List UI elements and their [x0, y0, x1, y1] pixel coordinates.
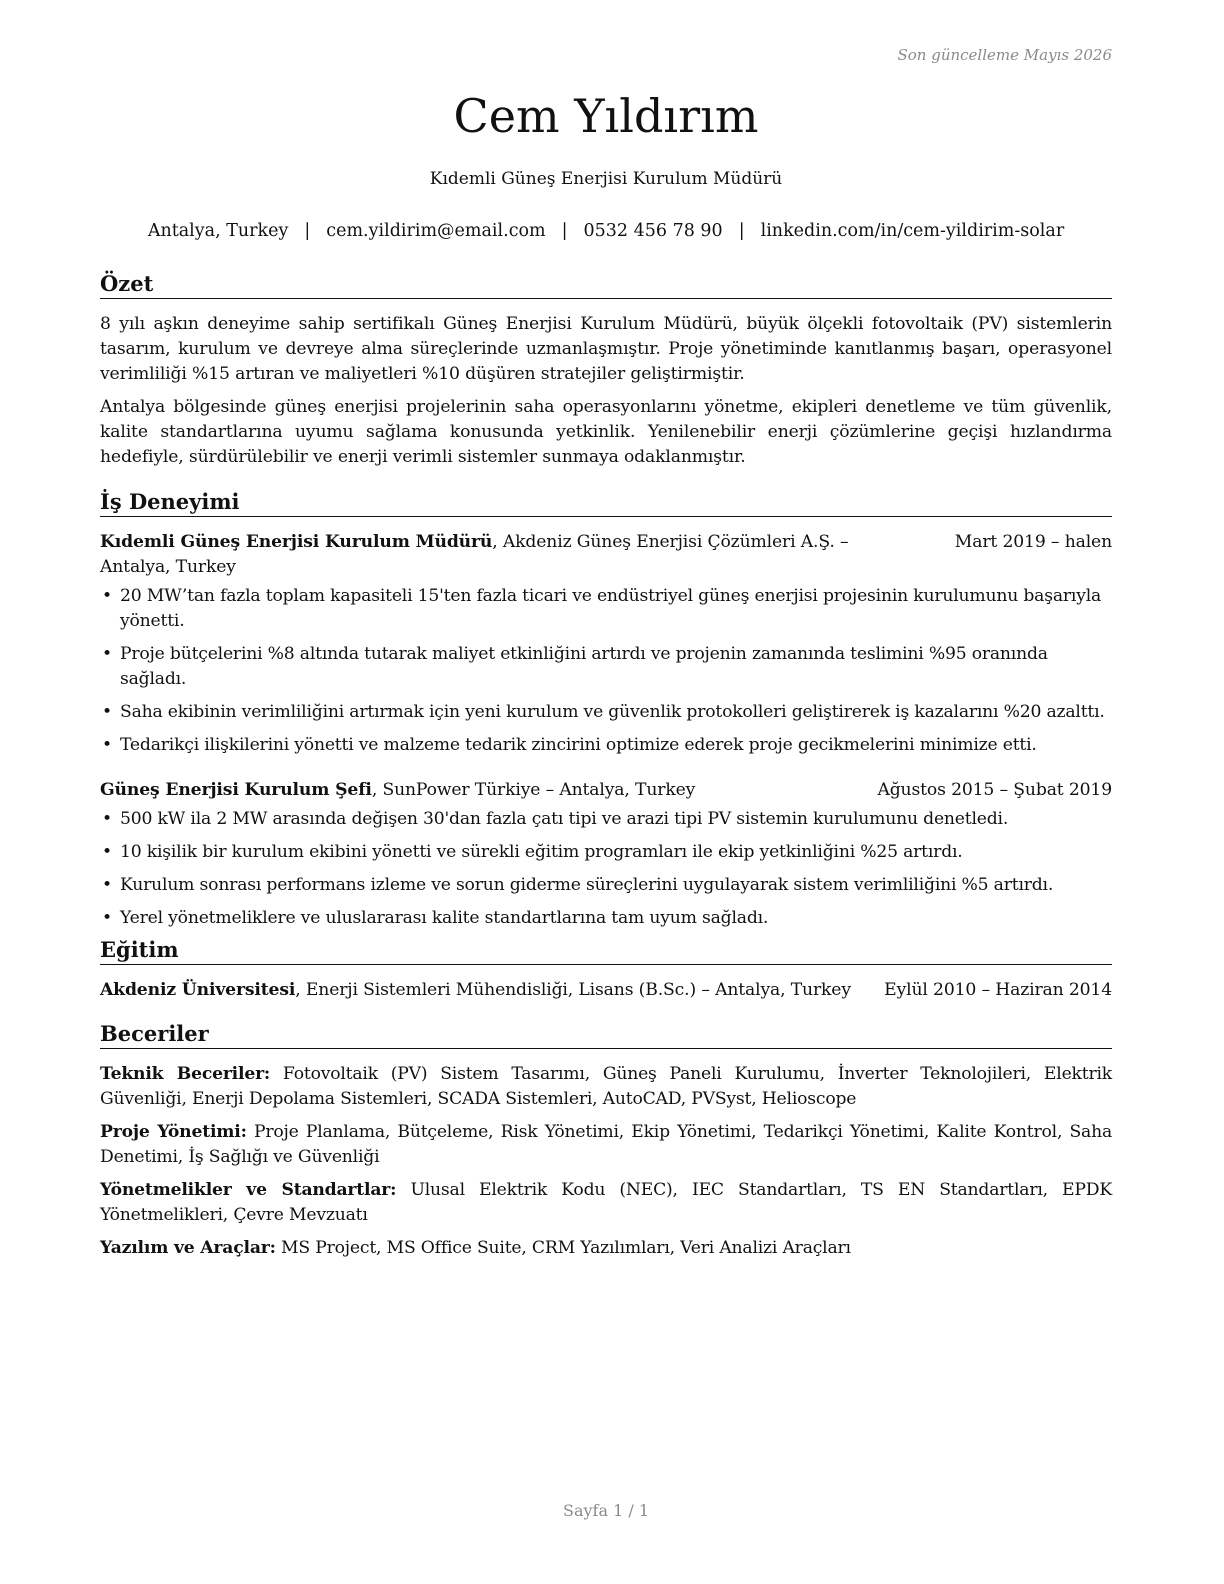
job-location: Antalya, Turkey: [100, 557, 236, 577]
job-bullets: [100, 807, 1112, 931]
list-item: • 10 kişilik bir kurulum ekibini yönetti ve sürekli eğitim programları ile ekip yetkinliğini %25 artırdı.: [102, 842, 963, 862]
job-company: , Akdeniz Güneş Enerjisi Çözümleri A.Ş. –: [492, 532, 849, 552]
skill-label: Yönetmelikler ve Standartlar:: [100, 1180, 397, 1200]
skill-group: [100, 1120, 1112, 1170]
job-entry: [100, 778, 1112, 931]
contact-linkedin[interactable]: linkedin.com/in/cem-yildirim-solar: [760, 221, 1065, 241]
skill-group: [100, 1062, 1112, 1112]
skill-label: Proje Yönetimi:: [100, 1122, 247, 1142]
skill-label: Teknik Beceriler:: [100, 1064, 271, 1084]
list-item: • Tedarikçi ilişkilerini yönetti ve malzeme tedarik zincirini optimize ederek proje gecikmelerini minimize etti.: [102, 735, 1037, 755]
education-dates: Eylül 2010 – Haziran 2014: [884, 980, 1112, 1000]
summary-paragraph: 8 yılı aşkın deneyime sahip sertifikalı Güneş Enerjisi Kurulum Müdürü, büyük ölçekli fotovoltaik (PV) sistemlerin tasarım, kurulum ve devreye alma süreçlerinde uzmanlaşmıştır. Proje yönetiminde kanıtlanmış başarı, operasyonel verimliliği %15 artıran ve maliyetleri %10 düşüren stratejiler geliştirmiştir.: [100, 314, 1112, 384]
job-bullets: [100, 584, 1112, 758]
job-role: Güneş Enerjisi Kurulum Şefi: [100, 780, 372, 800]
summary-section: [100, 271, 1112, 478]
contact-location: Antalya, Turkey: [147, 221, 289, 241]
candidate-title: Kıdemli Güneş Enerjisi Kurulum Müdürü: [429, 169, 783, 189]
list-item: • Kurulum sonrası performans izleme ve sorun giderme süreçlerini uygulayarak sistem verimliliğini %5 artırdı.: [102, 875, 1054, 895]
section-heading-summary: Özet: [100, 271, 1112, 299]
section-heading-education: Eğitim: [100, 937, 1112, 965]
school-name: Akdeniz Üniversitesi: [100, 980, 296, 1000]
page-number: Sayfa 1 / 1: [562, 1501, 649, 1520]
skill-text: Fotovoltaik (PV) Sistem Tasarımı, Güneş Paneli Kurulumu, İnverter Teknolojileri, Elektrik Güvenliği, Enerji Depolama Sistemleri, SCADA Sistemleri, AutoCAD, PVSyst, Helioscope: [100, 1064, 1112, 1109]
section-heading-skills: Beceriler: [100, 1021, 1112, 1049]
candidate-name: Cem Yıldırım: [453, 89, 759, 143]
education-entry: [100, 978, 1112, 1003]
skill-group: [100, 1236, 1112, 1261]
contact-separator: |: [304, 221, 311, 241]
job-title-line: [100, 530, 940, 555]
list-item: • Saha ekibinin verimliliğini artırmak için yeni kurulum ve güvenlik protokolleri geliştirerek iş kazalarını %20 azalttı.: [102, 702, 1105, 722]
education-section: [100, 937, 1112, 1003]
job-entry: [100, 530, 1112, 758]
section-heading-experience: İş Deneyimi: [100, 489, 1112, 517]
skills-section: [100, 1021, 1112, 1269]
skill-label: Yazılım ve Araçlar:: [100, 1238, 276, 1258]
experience-section: [100, 489, 1112, 939]
contact-phone: 0532 456 78 90: [583, 221, 723, 241]
job-header: [100, 530, 1112, 580]
list-item: • Yerel yönetmeliklere ve uluslararası kalite standartlarına tam uyum sağladı.: [102, 908, 769, 928]
degree-info: , Enerji Sistemleri Mühendisliği, Lisans (B.Sc.) – Antalya, Turkey: [295, 980, 851, 1000]
list-item: • 500 kW ila 2 MW arasında değişen 30'dan fazla çatı tipi ve arazi tipi PV sistemin kurulumunu denetledi.: [102, 809, 1009, 829]
skill-text: Proje Planlama, Bütçeleme, Risk Yönetimi, Ekip Yönetimi, Tedarikçi Yönetimi, Kalite Kontrol, Saha Denetimi, İş Sağlığı ve Güvenliği: [100, 1122, 1112, 1167]
job-dates: Mart 2019 – halen: [954, 532, 1112, 552]
job-company: , SunPower Türkiye – Antalya, Turkey: [371, 780, 696, 800]
last-updated: Son güncelleme Mayıs 2026: [897, 46, 1112, 64]
job-role: Kıdemli Güneş Enerjisi Kurulum Müdürü: [100, 532, 493, 552]
skill-text: MS Project, MS Office Suite, CRM Yazılımları, Veri Analizi Araçları: [275, 1238, 851, 1258]
list-item: • Proje bütçelerini %8 altında tutarak maliyet etkinliğini artırdı ve projenin zamanında teslimini %95 oranında sağladı.: [102, 644, 1048, 689]
skill-text: Ulusal Elektrik Kodu (NEC), IEC Standartları, TS EN Standartları, EPDK Yönetmelikleri, Çevre Mevzuatı: [100, 1180, 1112, 1225]
contact-line: [100, 219, 1112, 243]
list-item: • 20 MW’tan fazla toplam kapasiteli 15'ten fazla ticari ve endüstriyel güneş enerjisi projesinin kurulumunu başarıyla yönetti.: [102, 586, 1102, 631]
job-header: [100, 778, 1112, 803]
summary-paragraph: Antalya bölgesinde güneş enerjisi projelerinin saha operasyonlarını yönetme, ekipleri denetleme ve tüm güvenlik, kalite standartlarına uyumu sağlama konusunda yetkinlik. Yenilenebilir enerji çözümlerine geçişi hızlandırma hedefiyle, sürdürülebilir ve enerji verimli sistemler sunmaya odaklanmıştır.: [100, 397, 1112, 467]
contact-separator: |: [561, 221, 568, 241]
contact-email[interactable]: cem.yildirim@email.com: [326, 221, 546, 241]
job-dates: Ağustos 2015 – Şubat 2019: [877, 780, 1112, 800]
skill-group: [100, 1178, 1112, 1228]
contact-separator: |: [738, 221, 745, 241]
